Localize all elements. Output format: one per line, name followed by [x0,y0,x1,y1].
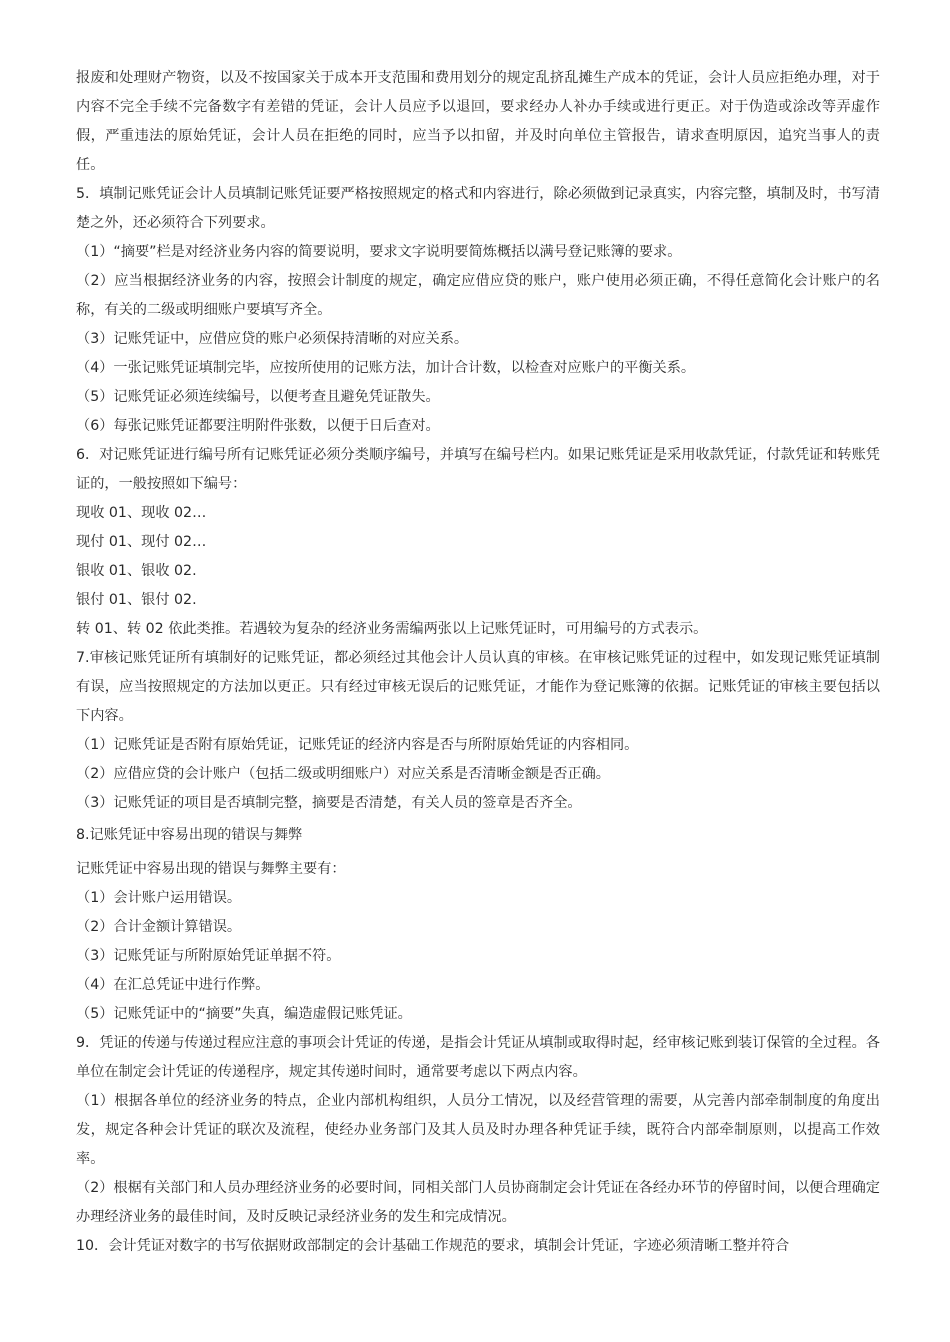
numbering-example-bank-payment: 银付 01、银付 02. [76,592,197,608]
list-item-5-5: （5）记账凭证必须连续编号，以便考查且避免凭证散失。 [76,389,440,405]
list-item-8-4: （4）在汇总凭证中进行作弊。 [76,977,270,993]
list-item-9-2: （2）根椐有关部门和人员办理经济业务的必要时间，同相关部门人员协商制定会计凭证在各经办环节的停留时间，以便合理确定办理经济业务的最佳时间，及时反映记录经济业务的发生和完成情况。 [76,1180,880,1225]
list-item-7-1: （1）记账凭证是否附有原始凭证，记账凭证的经济内容是否与所附原始凭证的内容相同。 [76,737,639,753]
list-item-7-3: （3）记账凭证的项目是否填制完整，摘要是否清楚，有关人员的签章是否齐全。 [76,795,582,811]
list-item-8-5: （5）记账凭证中的“摘要”失真，编造虚假记账凭证。 [76,1006,412,1022]
paragraph-section-7: 7.审核记账凭证所有填制好的记账凭证，都必须经过其他会计人员认真的审核。在审核记账凭证的过程中，如发现记账凭证填制有误，应当按照规定的方法加以更正。只有经过审核无误后的记账凭证，才能作为登记账簿的依据。记账凭证的审核主要包括以下内容。 [76,650,880,724]
list-item-9-1: （1）根据各单位的经济业务的特点，企业内部机构组织，人员分工情况，以及经营管理的需要，从完善内部牵制制度的角度出发，规定各种会计凭证的联次及流程，使经办业务部门及其人员及时办理各种凭证手续，既符合内部牵制原则，以提高工作效率。 [76,1093,880,1167]
paragraph-section-9: 9．凭证的传递与传递过程应注意的事项会计凭证的传递，是指会计凭证从填制或取得时起，经审核记账到装订保管的全过程。各单位在制定会计凭证的传递程序，规定其传递时间时，通常要考虑以下两点内容。 [76,1035,880,1080]
numbering-example-cash-payment: 现付 01、现付 02… [76,534,207,550]
list-item-5-1: （1）“摘要”栏是对经济业务内容的简要说明，要求文字说明要简炼概括以满号登记账簿的要求。 [76,244,682,260]
paragraph-rejection-rules: 报废和处理财产物资，以及不按国家关于成本开支范围和费用划分的规定乱挤乱摊生产成本的凭证，会计人员应拒绝办理，对于内容不完全手续不完备数字有差错的凭证，会计人员应予以退回，要求经办人补办手续或进行更正。对于伪造或涂改等弄虚作假，严重违法的原始凭证，会计人员在拒绝的同时，应当予以扣留，并及时向单位主管报告，请求查明原因，追究当事人的责任。 [76,70,880,173]
numbering-example-bank-receipt: 银收 01、银收 02. [76,563,197,579]
numbering-example-transfer: 转 01、转 02 依此类推。若遇较为复杂的经济业务需编两张以上记账凭证时，可用编号的方式表示。 [76,621,708,637]
list-item-5-2: （2）应当根据经济业务的内容，按照会计制度的规定，确定应借应贷的账户，账户使用必须正确，不得任意简化会计账户的名称，有关的二级或明细账户要填写齐全。 [76,273,880,318]
list-item-8-1: （1）会计账户运用错误。 [76,890,242,906]
paragraph-section-10: 10．会计凭证对数字的书写依据财政部制定的会计基础工作规范的要求，填制会计凭证，字迹必须清晰工整并符合 [76,1238,790,1254]
list-item-7-2: （2）应借应贷的会计账户（包括二级或明细账户）对应关系是否清晰金额是否正确。 [76,766,610,782]
list-item-5-4: （4）一张记账凭证填制完毕，应按所使用的记账方法，加计合计数，以检查对应账户的平衡关系。 [76,360,696,376]
list-item-8-3: （3）记账凭证与所附原始凭证单据不符。 [76,948,341,964]
list-item-8-2: （2）合计金额计算错误。 [76,919,242,935]
paragraph-section-8-intro: 记账凭证中容易出现的错误与舞弊主要有： [76,861,346,877]
paragraph-section-5: 5．填制记账凭证会计人员填制记账凭证要严格按照规定的格式和内容进行，除必须做到记录真实，内容完整，填制及时，书写清楚之外，还必须符合下列要求。 [76,186,880,231]
list-item-5-6: （6）每张记账凭证都要注明附件张数，以便于日后查对。 [76,418,440,434]
heading-section-8: 8.记账凭证中容易出现的错误与舞弊 [76,827,303,843]
paragraph-section-6: 6．对记账凭证进行编号所有记账凭证必须分类顺序编号，并填写在编号栏内。如果记账凭证是采用收款凭证，付款凭证和转账凭证的，一般按照如下编号： [76,447,880,492]
numbering-example-cash-receipt: 现收 01、现收 02… [76,505,207,521]
list-item-5-3: （3）记账凭证中，应借应贷的账户必须保持清晰的对应关系。 [76,331,469,347]
